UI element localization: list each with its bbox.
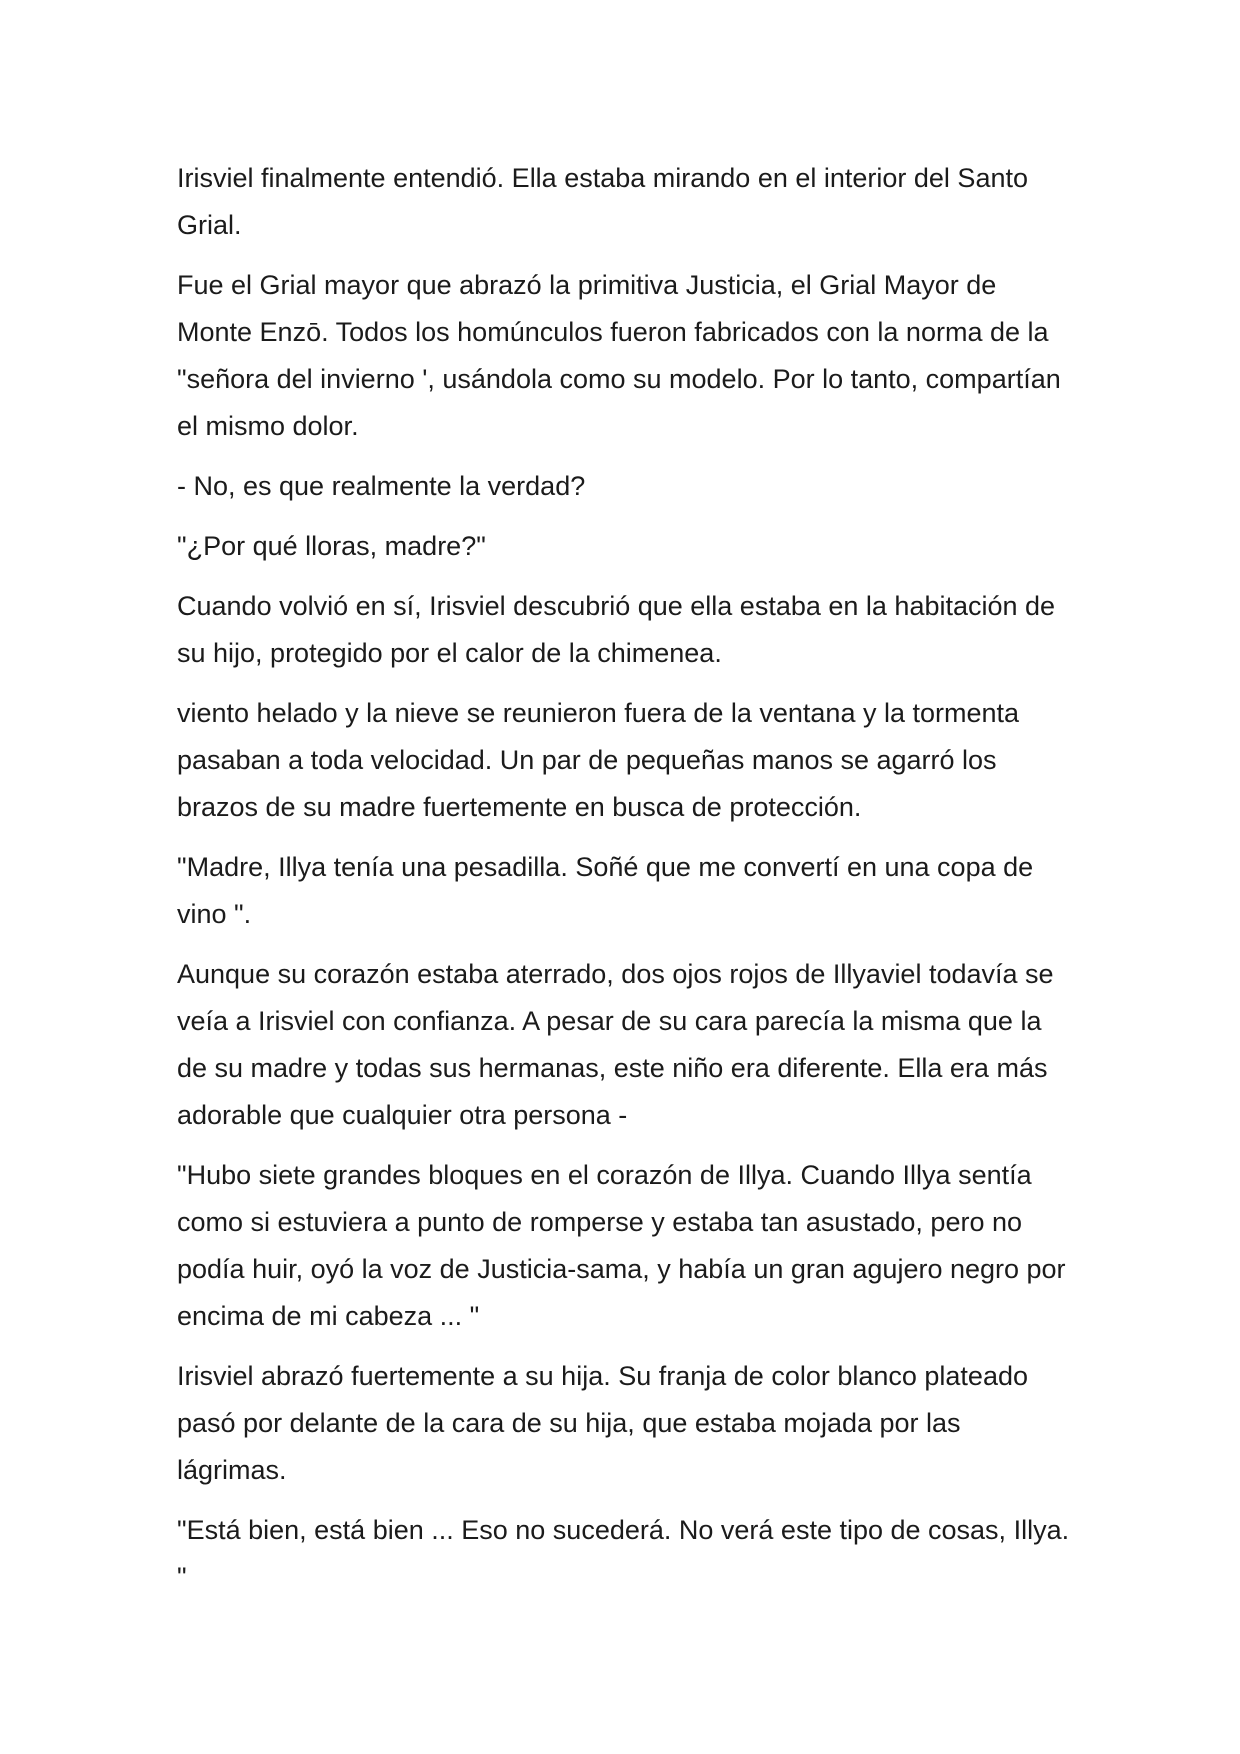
paragraph: Irisviel abrazó fuertemente a su hija. Su franja de color blanco plateado pasó por delante de la cara de su hija, que estaba mojada por las lágrimas. <box>177 1361 1029 1485</box>
paragraph: Irisviel finalmente entendió. Ella estaba mirando en el interior del Santo Grial. <box>177 163 1028 240</box>
paragraph: "Está bien, está bien ... Eso no sucederá. No verá este tipo de cosas, Illya. " <box>177 1515 1070 1592</box>
paragraph: "Madre, Illya tenía una pesadilla. Soñé que me convertí en una copa de vino ". <box>177 852 1034 929</box>
paragraph: viento helado y la nieve se reunieron fuera de la ventana y la tormenta pasaban a toda velocidad. Un par de pequeñas manos se agarró los brazos de su madre fuertemente en busca de protección. <box>177 698 1020 822</box>
paragraph: "Hubo siete grandes bloques en el corazón de Illya. Cuando Illya sentía como si estuviera a punto de romperse y estaba tan asustado, pero no podía huir, oyó la voz de Justicia-sama, y había un gran agujero negro por encima de mi cabeza ... " <box>177 1160 1066 1331</box>
paragraph: Aunque su corazón estaba aterrado, dos ojos rojos de Illyaviel todavía se veía a Irisviel con confianza. A pesar de su cara parecía la misma que la de su madre y todas sus hermanas, este niño era diferente. Ella era más adorable que cualquier otra persona - <box>177 959 1054 1130</box>
paragraph: Cuando volvió en sí, Irisviel descubrió que ella estaba en la habitación de su hijo, protegido por el calor de la chimenea. <box>177 591 1056 668</box>
page-body-text <box>177 155 1077 1614</box>
paragraph: Fue el Grial mayor que abrazó la primitiva Justicia, el Grial Mayor de Monte Enzō. Todos los homúnculos fueron fabricados con la norma de la "señora del invierno ', usándola como su modelo. Por lo tanto, compartían el mismo dolor. <box>177 270 1061 441</box>
paragraph: - No, es que realmente la verdad? <box>177 471 586 501</box>
paragraph: "¿Por qué lloras, madre?" <box>177 531 486 561</box>
